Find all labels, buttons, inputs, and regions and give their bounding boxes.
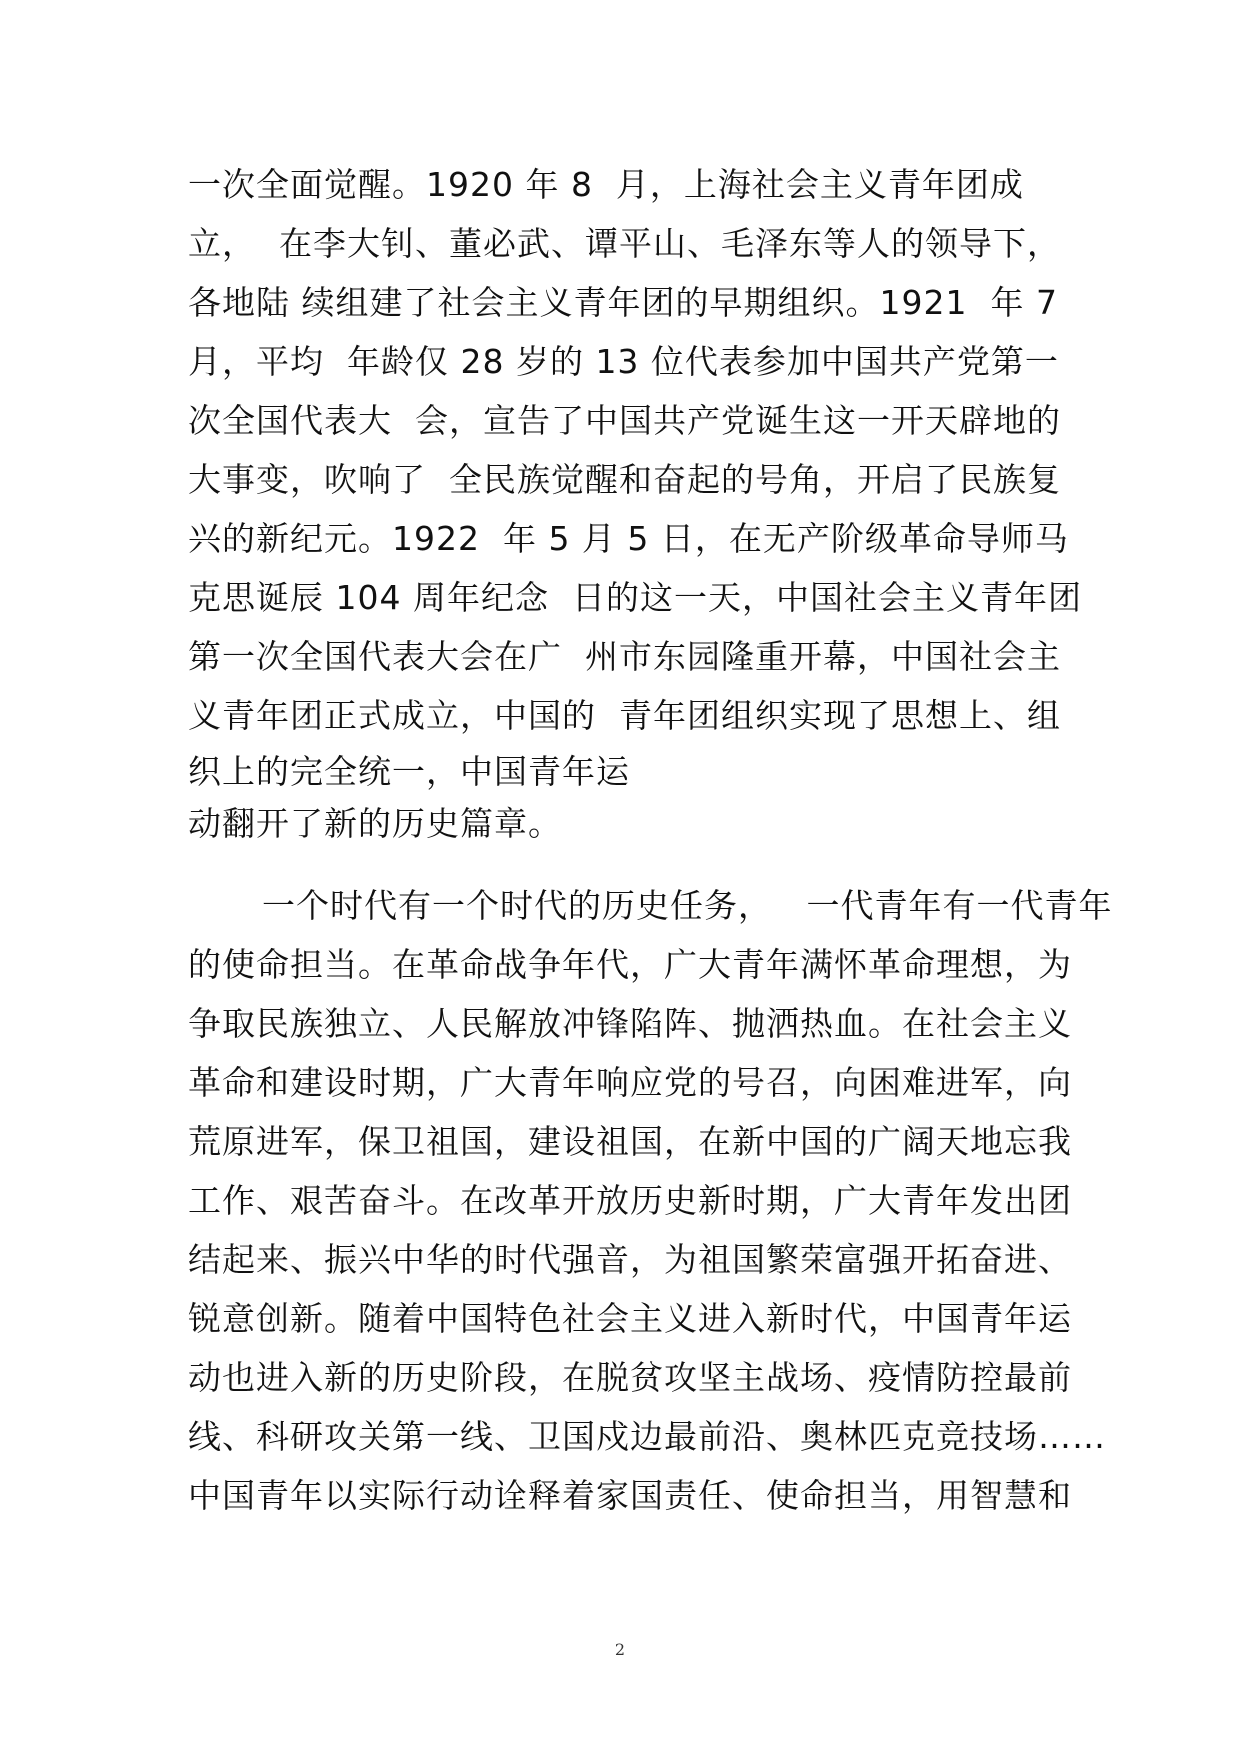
- paragraph-line: 动翻开了新的历史篇章。: [188, 804, 562, 843]
- paragraph-line: 大事变，吹响了 全民族觉醒和奋起的号角，开启了民族复: [188, 460, 1061, 499]
- paragraph-line: 立， 在李大钊、董必武、谭平山、毛泽东等人的领导下，: [188, 224, 1061, 263]
- paragraph-line: 克思诞辰 104 周年纪念 日的这一天，中国社会主义青年团: [188, 578, 1082, 617]
- paragraph-line: 锐意创新。随着中国特色社会主义进入新时代，中国青年运: [188, 1299, 1072, 1338]
- paragraph-line: 中国青年以实际行动诠释着家国责任、使命担当，用智慧和: [188, 1476, 1072, 1515]
- paragraph-line: 争取民族独立、人民解放冲锋陷阵、抛洒热血。在社会主义: [188, 1004, 1072, 1043]
- paragraph-line: 月，平均 年龄仅 28 岁的 13 位代表参加中国共产党第一: [188, 342, 1059, 381]
- paragraph-line: 兴的新纪元。1922 年 5 月 5 日，在无产阶级革命导师马: [188, 519, 1069, 558]
- paragraph-line: 动也进入新的历史阶段，在脱贫攻坚主战场、疫情防控最前: [188, 1358, 1072, 1397]
- paragraph-line: 第一次全国代表大会在广 州市东园隆重开幕，中国社会主: [188, 637, 1061, 676]
- paragraph-line: 织上的完全统一，中国青年运: [188, 752, 630, 791]
- page-number: 2: [614, 1640, 626, 1659]
- paragraph-line: 各地陆 续组建了社会主义青年团的早期组织。1921 年 7: [188, 283, 1058, 322]
- paragraph-line: 义青年团正式成立，中国的 青年团组织实现了思想上、组: [188, 696, 1061, 735]
- paragraph-line: 荒原进军，保卫祖国，建设祖国，在新中国的广阔天地忘我: [188, 1122, 1072, 1161]
- paragraph-line: 一个时代有一个时代的历史任务， 一代青年有一代青年: [262, 886, 1113, 925]
- paragraph-line: 革命和建设时期，广大青年响应党的号召，向困难进军，向: [188, 1063, 1072, 1102]
- paragraph-line: 一次全面觉醒。1920 年 8 月，上海社会主义青年团成: [188, 165, 1024, 204]
- paragraph-line: 工作、艰苦奋斗。在改革开放历史新时期，广大青年发出团: [188, 1181, 1072, 1220]
- paragraph-line: 线、科研攻关第一线、卫国戍边最前沿、奥林匹克竞技场……: [188, 1417, 1106, 1456]
- paragraph-line: 结起来、振兴中华的时代强音，为祖国繁荣富强开拓奋进、: [188, 1240, 1072, 1279]
- paragraph-line: 的使命担当。在革命战争年代，广大青年满怀革命理想，为: [188, 945, 1072, 984]
- paragraph-line: 次全国代表大 会，宣告了中国共产党诞生这一开天辟地的: [188, 401, 1061, 440]
